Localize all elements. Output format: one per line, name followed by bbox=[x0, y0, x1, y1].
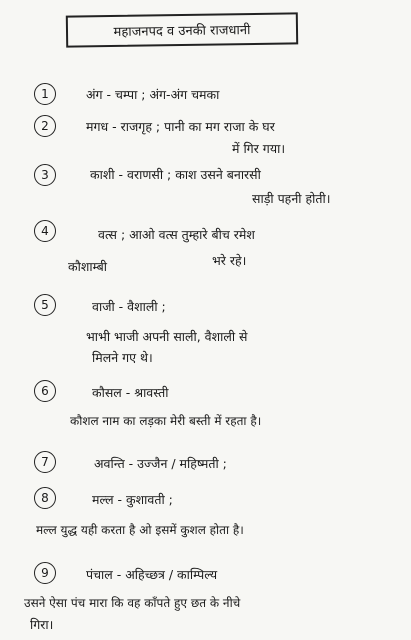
entry-text: अवन्ति - उज्जैन / महिष्मती ; bbox=[94, 456, 227, 471]
entry-text: अंग - चम्पा ; अंग-अंग चमका bbox=[86, 87, 220, 102]
entry-text: कौशल नाम का लड़का मेरी बस्ती में रहता है। bbox=[70, 414, 262, 428]
entry-text: उसने ऐसा पंच मारा कि वह काँपते हुए छत के नीचे bbox=[24, 596, 241, 610]
entry-text: कौशाम्बी bbox=[68, 259, 108, 274]
entry-text: साड़ी पहनी होती। bbox=[252, 191, 331, 206]
entry-number: 3 bbox=[34, 164, 56, 186]
entry-number: 7 bbox=[34, 451, 56, 473]
entry-text: गिरा। bbox=[30, 617, 54, 632]
entry-text: भाभी भाजी अपनी साली, वैशाली से bbox=[86, 329, 248, 344]
entry-text: मगध - राजगृह ; पानी का मग राजा के घर bbox=[86, 119, 275, 134]
entry-text: भरे रहे। bbox=[212, 253, 247, 268]
entry-text: में गिर गया। bbox=[232, 141, 286, 156]
entry-text: वत्स ; आओ वत्स तुम्हारे बीच रमेश bbox=[98, 227, 255, 242]
entry-number: 5 bbox=[34, 294, 56, 316]
entry-number: 1 bbox=[34, 83, 56, 105]
entry-text: मल्ल - कुशावती ; bbox=[92, 492, 173, 507]
entry-text: मल्ल युद्ध यही करता है ओ इसमें कुशल होता है। bbox=[36, 523, 244, 537]
entry-text: मिलने गए थे। bbox=[92, 350, 153, 365]
entry-number: 9 bbox=[34, 562, 56, 584]
entry-number: 8 bbox=[34, 487, 56, 509]
page-title: महाजनपद व उनकी राजधानी bbox=[66, 12, 298, 47]
entry-text: पंचाल - अहिच्छत्र / काम्पिल्य bbox=[86, 567, 218, 582]
entry-text: काशी - वराणसी ; काश उसने बनारसी bbox=[90, 167, 261, 182]
entry-number: 6 bbox=[34, 380, 56, 402]
entry-number: 2 bbox=[34, 115, 56, 137]
entry-number: 4 bbox=[34, 220, 56, 242]
entry-text: कौसल - श्रावस्ती bbox=[92, 385, 169, 400]
entry-text: वाजी - वैशाली ; bbox=[92, 299, 166, 314]
